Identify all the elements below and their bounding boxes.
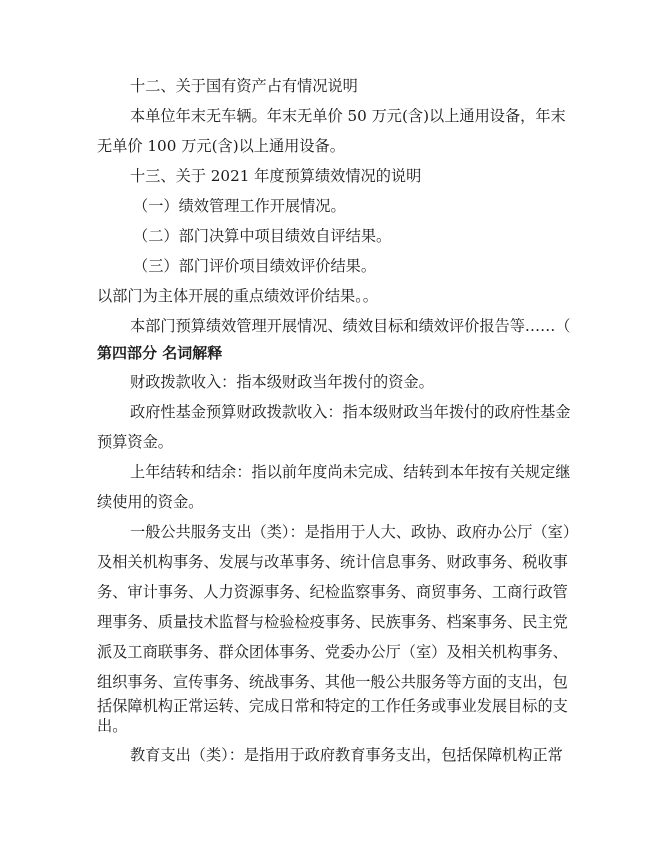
definition-line: 务、审计事务、人力资源事务、纪检监察事务、商贸事务、工商行政管: [97, 583, 568, 601]
section-heading-13: 十三、关于 2021 年度预算绩效情况的说明: [130, 167, 422, 185]
definition-line: 预算资金。: [97, 433, 173, 451]
part-heading: 第四部分 名词解释: [97, 344, 223, 362]
section-heading-12: 十二、关于国有资产占有情况说明: [130, 77, 358, 95]
list-item: （一）绩效管理工作开展情况。: [133, 197, 346, 215]
definition-line: 一般公共服务支出（类）：是指用于人大、政协、政府办公厅（室）: [130, 523, 579, 541]
definition-line: 财政拨款收入：指本级财政当年拨付的资金。: [130, 373, 434, 391]
paragraph-line: 无单价 100 万元(含)以上通用设备。: [97, 137, 345, 155]
definition-line: 续使用的资金。: [97, 493, 204, 511]
definition-line: 及相关机构事务、发展与改革事务、统计信息事务、财政事务、税收事: [97, 553, 568, 571]
paragraph-line: 以部门为主体开展的重点绩效评价结果。。: [97, 287, 378, 305]
definition-line: 括保障机构正常运转、完成日常和特定的工作任务或事业发展目标的支: [97, 697, 568, 715]
definition-line: 出。: [97, 717, 128, 735]
definition-line: 上年结转和结余：指以前年度尚未完成、结转到本年按有关规定继: [130, 463, 571, 481]
list-item: （三）部门评价项目绩效评价结果。: [133, 257, 376, 275]
definition-line: 教育支出（类）：是指用于政府教育事务支出，包括保障机构正常: [130, 746, 563, 764]
paragraph-line: 本部门预算绩效管理开展情况、绩效目标和绩效评价报告等……（: [130, 317, 571, 335]
definition-line: 理事务、质量技术监督与检验检疫事务、民族事务、档案事务、民主党: [97, 613, 568, 631]
paragraph-line: 本单位年末无车辆。年末无单价 50 万元(含)以上通用设备，年末: [130, 107, 566, 125]
list-item: （二）部门决算中项目绩效自评结果。: [133, 227, 392, 245]
definition-line: 政府性基金预算财政拨款收入：指本级财政当年拨付的政府性基金: [130, 403, 571, 421]
definition-line: 组织事务、宣传事务、统战事务、其他一般公共服务等方面的支出，包: [97, 673, 568, 691]
definition-line: 派及工商联事务、群众团体事务、党委办公厅（室）及相关机构事务、: [97, 643, 568, 661]
